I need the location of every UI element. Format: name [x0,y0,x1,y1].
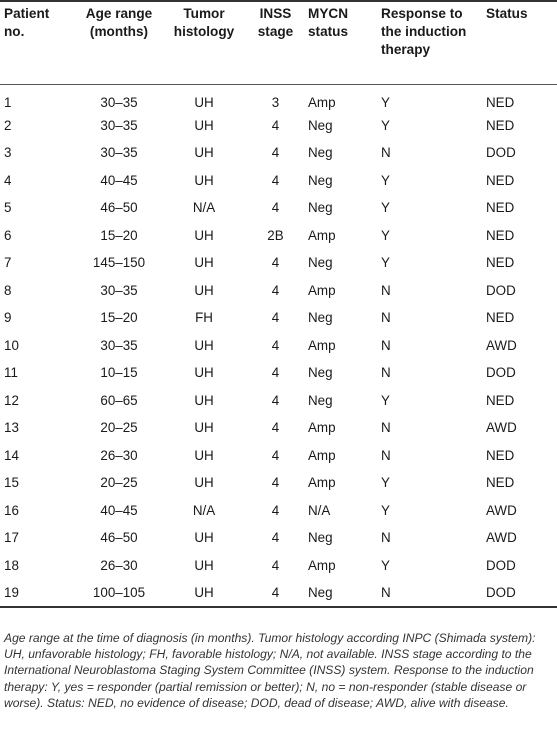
cell-tumor-histology: UH [194,95,214,110]
cell-status: NED [486,447,515,463]
cell-mycn-status: Amp [308,227,336,243]
cell-response: N [381,447,391,463]
cell-response: Y [381,557,390,573]
cell-status: AWD [486,502,517,518]
cell-age-range: 10–15 [100,365,138,381]
cell-response: N [381,365,391,381]
cell-tumor-histology: UH [194,530,214,546]
cell-status: AWD [486,337,517,353]
cell-inss-stage: 4 [271,145,280,161]
cell-age-range: 30–35 [100,282,138,298]
cell-mycn-status: Amp [308,420,336,436]
cell-response: Y [381,117,390,133]
cell-mycn-status: N/A [308,502,331,518]
cell-status: DOD [486,365,516,381]
cell-mycn-status: Neg [308,392,333,408]
cell-response: Y [381,255,390,271]
table-row [0,469,557,497]
cell-tumor-histology: UH [194,365,214,381]
cell-patient-no: 4 [4,172,12,188]
cell-age-range: 40–45 [100,502,138,518]
cell-patient-no: 3 [4,145,12,161]
cell-mycn-status: Neg [308,117,333,133]
table-row [0,524,557,552]
table-row [0,497,557,525]
cell-age-range: 46–50 [100,530,138,546]
cell-tumor-histology: UH [194,392,214,408]
cell-inss-stage: 4 [271,255,280,271]
cell-status: DOD [486,557,516,573]
table-row [0,139,557,167]
cell-tumor-histology: UH [194,447,214,463]
cell-age-range: 46–50 [100,200,138,216]
cell-patient-no: 6 [4,227,12,243]
cell-tumor-histology: UH [194,557,214,573]
cell-status: NED [486,227,515,243]
cell-age-range: 100–105 [92,584,146,600]
cell-age-range: 20–25 [100,420,138,436]
cell-status: NED [486,95,515,110]
cell-status: NED [486,310,515,326]
cell-age-range: 30–35 [100,145,138,161]
cell-patient-no: 1 [4,95,12,110]
cell-inss-stage: 3 [271,95,280,110]
cell-tumor-histology: UH [194,584,214,600]
cell-status: DOD [486,145,516,161]
header-mycn-status: MYCN status [308,6,349,39]
cell-tumor-histology: N/A [192,502,216,518]
cell-mycn-status: Amp [308,475,336,491]
cell-patient-no: 14 [4,447,19,463]
cell-age-range: 60–65 [100,392,138,408]
cell-inss-stage: 4 [271,502,280,518]
cell-response: Y [381,502,390,518]
cell-mycn-status: Neg [308,530,333,546]
table-row [0,84,557,112]
cell-age-range: 26–30 [100,557,138,573]
cell-tumor-histology: UH [194,117,214,133]
cell-response: N [381,584,391,600]
cell-inss-stage: 2B [267,227,284,243]
cell-patient-no: 10 [4,337,19,353]
cell-response: N [381,282,391,298]
cell-mycn-status: Amp [308,447,336,463]
cell-inss-stage: 4 [271,475,280,491]
cell-inss-stage: 4 [271,365,280,381]
table-row [0,387,557,415]
table-row [0,414,557,442]
cell-tumor-histology: UH [194,337,214,353]
cell-inss-stage: 4 [271,557,280,573]
header-response: Response to the induction therapy [381,6,467,57]
cell-inss-stage: 4 [271,117,280,133]
cell-mycn-status: Neg [308,584,333,600]
cell-inss-stage: 4 [271,447,280,463]
cell-age-range: 15–20 [100,227,138,243]
cell-response: Y [381,475,390,491]
header-patient-no: Patient no. [4,6,50,39]
cell-response: N [381,337,391,353]
cell-status: NED [486,475,515,491]
cell-tumor-histology: FH [195,310,213,326]
table-row [0,332,557,360]
cell-age-range: 26–30 [100,447,138,463]
cell-patient-no: 13 [4,420,19,436]
cell-response: N [381,145,391,161]
cell-inss-stage: 4 [271,172,280,188]
cell-age-range: 145–150 [92,255,146,271]
cell-inss-stage: 4 [271,200,280,216]
header-inss-stage: INSS stage [257,6,294,39]
cell-tumor-histology: UH [194,420,214,436]
table-row [0,552,557,580]
cell-tumor-histology: N/A [192,200,216,216]
cell-patient-no: 8 [4,282,12,298]
cell-mycn-status: Amp [308,337,336,353]
cell-tumor-histology: UH [194,227,214,243]
cell-patient-no: 15 [4,475,19,491]
table-row [0,304,557,332]
cell-patient-no: 18 [4,557,19,573]
table-header [0,1,557,84]
cell-response: N [381,310,391,326]
table-row [0,277,557,305]
cell-inss-stage: 4 [271,420,280,436]
cell-status: NED [486,172,515,188]
cell-inss-stage: 4 [271,310,280,326]
cell-patient-no: 11 [4,365,18,381]
cell-mycn-status: Neg [308,365,333,381]
cell-age-range: 20–25 [100,475,138,491]
table-row [0,249,557,277]
header-row [0,1,557,84]
cell-mycn-status: Neg [308,255,333,271]
cell-response: N [381,420,391,436]
cell-mycn-status: Amp [308,95,336,110]
cell-inss-stage: 4 [271,584,280,600]
cell-response: Y [381,392,390,408]
cell-tumor-histology: UH [194,255,214,271]
cell-patient-no: 12 [4,392,19,408]
cell-patient-no: 19 [4,584,19,600]
cell-status: AWD [486,530,517,546]
cell-status: NED [486,117,515,133]
cell-patient-no: 7 [4,255,12,271]
table-row [0,194,557,222]
cell-age-range: 15–20 [100,310,138,326]
cell-age-range: 30–35 [100,117,138,133]
cell-mycn-status: Amp [308,282,336,298]
cell-patient-no: 5 [4,200,12,216]
header-tumor-histology: Tumor histology [173,6,235,39]
table-row [0,579,557,607]
cell-tumor-histology: UH [194,145,214,161]
cell-mycn-status: Neg [308,172,333,188]
cell-tumor-histology: UH [194,172,214,188]
cell-age-range: 30–35 [100,337,138,353]
cell-response: Y [381,172,390,188]
cell-response: Y [381,227,390,243]
cell-patient-no: 17 [4,530,19,546]
header-age-range: Age range (months) [85,6,153,39]
table-row [0,359,557,387]
table-row [0,442,557,470]
table-row [0,167,557,195]
cell-tumor-histology: UH [194,475,214,491]
cell-mycn-status: Neg [308,310,333,326]
cell-response: Y [381,200,390,216]
cell-inss-stage: 4 [271,530,280,546]
cell-status: DOD [486,584,516,600]
cell-status: NED [486,392,515,408]
cell-mycn-status: Neg [308,145,333,161]
table-row [0,112,557,140]
header-status: Status [486,6,528,21]
table-footnote: Age range at the time of diagnosis (in months). Tumor histology according INPC (Shimada system): UH, unfavorable histology; FH, favorable histology; N/A, not available. INSS stage according to the International Neuroblastoma Staging System Committee (INSS) system. Response to the induction therapy: Y, yes = responder (partial remission or better); N, no = non-responder (stable disease or worse). Status: NED, no evidence of disease; DOD, dead of disease; AWD, alive with disease. [4,631,536,710]
cell-inss-stage: 4 [271,282,280,298]
cell-tumor-histology: UH [194,282,214,298]
cell-age-range: 40–45 [100,172,138,188]
cell-response: N [381,530,391,546]
cell-inss-stage: 4 [271,392,280,408]
cell-status: DOD [486,282,516,298]
table-body [0,84,557,607]
cell-patient-no: 16 [4,502,19,518]
cell-age-range: 30–35 [100,95,138,110]
cell-inss-stage: 4 [271,337,280,353]
cell-mycn-status: Neg [308,200,333,216]
cell-status: AWD [486,420,517,436]
cell-response: Y [381,95,390,110]
cell-mycn-status: Amp [308,557,336,573]
cell-patient-no: 2 [4,117,12,133]
cell-status: NED [486,255,515,271]
cell-patient-no: 9 [4,310,12,326]
cell-status: NED [486,200,515,216]
table-row [0,222,557,250]
